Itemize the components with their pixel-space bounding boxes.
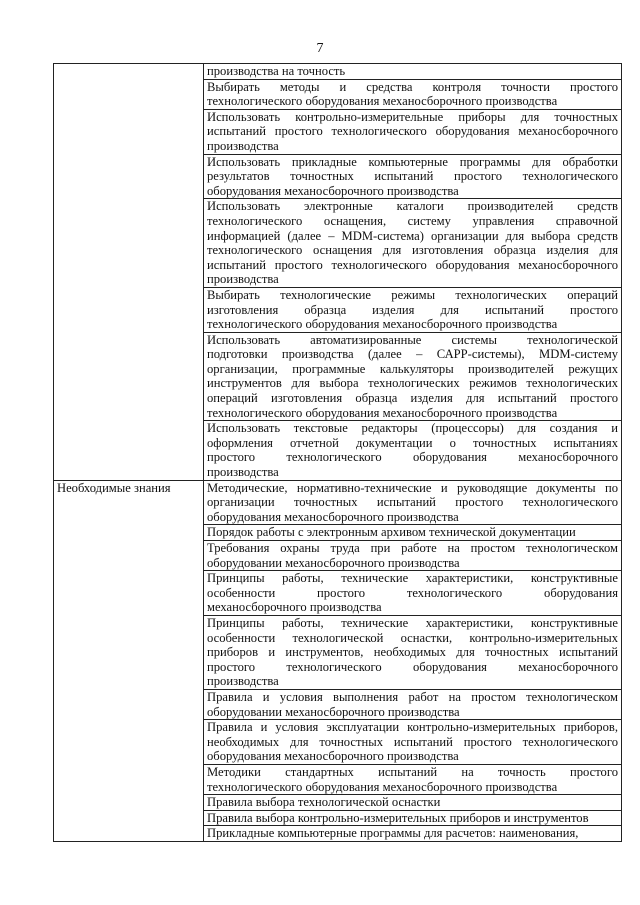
requirement-line: Выбирать методы и средства контроля точности простого xyxy=(207,79,618,94)
requirement-line: Правила и условия выполнения работ на простом технологическом xyxy=(207,689,618,704)
requirement-line: испытаний простого технологического оборудования механосборочного xyxy=(207,257,618,272)
requirements-table xyxy=(53,63,622,842)
requirement-line: приборов и инструментов, необходимых для точностных испытаний xyxy=(207,645,618,660)
requirement-cell xyxy=(204,541,622,571)
requirement-line: механосборочного производства xyxy=(207,600,382,615)
requirement-cell xyxy=(204,64,622,80)
page-number: 7 xyxy=(316,41,324,56)
requirement-line: простого технологического оборудования механосборочного xyxy=(207,659,618,674)
table-row xyxy=(54,64,622,80)
requirement-line: Методические, нормативно-технические и руководящие документы по xyxy=(207,480,618,495)
requirement-line: испытаний простого технологического оборудования механосборочного xyxy=(207,124,618,139)
table-row xyxy=(54,480,622,525)
requirement-cell xyxy=(204,826,622,842)
requirement-line: простого технологического оборудования механосборочного xyxy=(207,450,618,465)
requirement-cell xyxy=(204,480,622,525)
requirement-line: Использовать текстовые редакторы (процессоры) для создания и xyxy=(207,421,618,436)
requirement-line: технологического оснащения для изготовления образца изделия для xyxy=(207,243,618,258)
requirement-cell xyxy=(204,615,622,689)
requirements-table-body xyxy=(54,64,622,842)
requirement-line: Требования охраны труда при работе на простом технологическом xyxy=(207,541,618,555)
requirement-line: операций изготовления образца изделия для испытаний простого xyxy=(207,391,618,406)
requirement-line: Правила выбора технологической оснастки xyxy=(207,795,441,810)
requirement-line: оборудования механосборочного производства xyxy=(207,509,459,524)
requirement-line: производства xyxy=(207,272,279,287)
requirement-line: подготовки производства (далее – САРР-системы), MDM-систему xyxy=(207,347,618,362)
requirement-line: технологического оборудования механосборочного производства xyxy=(207,94,558,109)
requirement-cell xyxy=(204,571,622,616)
requirement-line: оформления отчетной документации о точностных испытаниях xyxy=(207,435,618,450)
requirement-line: результатов точностных испытаний простого технологического xyxy=(207,169,618,184)
requirement-cell xyxy=(204,109,622,154)
requirement-line: оборудовании механосборочного производства xyxy=(207,555,460,570)
requirement-line: Использовать прикладные компьютерные программы для обработки xyxy=(207,154,618,169)
requirement-line: Методики стандартных испытаний на точность простого xyxy=(207,764,618,779)
requirement-line: Принципы работы, технические характеристики, конструктивные xyxy=(207,615,618,630)
requirement-line: оборудовании механосборочного производства xyxy=(207,704,460,719)
requirement-cell xyxy=(204,79,622,109)
requirement-line: Порядок работы с электронным архивом технической документации xyxy=(207,525,576,540)
requirement-line: оборудования механосборочного производства xyxy=(207,749,459,764)
requirement-line: Использовать контрольно-измерительные приборы для точностных xyxy=(207,109,618,124)
requirement-cell xyxy=(204,764,622,794)
requirement-line: Использовать электронные каталоги производителей средств xyxy=(207,199,618,214)
requirement-line: организации, программные калькуляторы производителей режущих xyxy=(207,361,618,376)
section-label: Необходимые знания xyxy=(54,480,204,841)
requirement-cell xyxy=(204,154,622,199)
requirement-line: технологического оборудования механосборочного производства xyxy=(207,779,558,794)
requirement-line: производства xyxy=(207,465,279,480)
requirement-line: производства xyxy=(207,138,279,153)
requirement-line: изготовления образца изделия для испытаний простого xyxy=(207,302,618,317)
requirement-line: особенности технологической оснастки, контрольно-измерительных xyxy=(207,630,618,645)
requirement-line: технологического оборудования механосборочного производства xyxy=(207,317,558,332)
requirement-cell xyxy=(204,720,622,765)
requirement-cell xyxy=(204,199,622,288)
requirement-cell xyxy=(204,287,622,332)
requirement-line: необходимых для точностных испытаний простого технологического xyxy=(207,734,618,749)
requirement-line: инструментов для выбора технологических режимов технологических xyxy=(207,376,618,391)
requirement-cell xyxy=(204,332,622,421)
requirement-line: Правила и условия эксплуатации контрольно-измерительных приборов, xyxy=(207,720,618,735)
requirement-cell xyxy=(204,421,622,480)
requirement-line: Использовать автоматизированные системы технологической xyxy=(207,332,618,347)
requirement-line: технологического оснащения, систему управления справочной xyxy=(207,213,618,228)
section-label xyxy=(54,64,204,481)
requirement-line: Правила выбора контрольно-измерительных приборов и инструментов xyxy=(207,810,589,825)
requirement-line: производства на точность xyxy=(207,64,346,78)
requirement-line: Выбирать технологические режимы технологических операций xyxy=(207,287,618,302)
requirement-cell xyxy=(204,525,622,541)
requirement-line: информацией (далее – MDM-система) организации для выбора средств xyxy=(207,228,618,243)
requirement-cell xyxy=(204,795,622,811)
requirement-line: особенности простого технологического оборудования xyxy=(207,585,618,600)
requirement-cell xyxy=(204,810,622,826)
requirement-line: Принципы работы, технические характеристики, конструктивные xyxy=(207,571,618,586)
requirement-line: технологического оборудования механосборочного производства xyxy=(207,405,558,420)
requirement-cell xyxy=(204,689,622,719)
requirement-line: Прикладные компьютерные программы для расчетов: наименования, xyxy=(207,826,579,841)
requirement-line: производства xyxy=(207,674,279,689)
requirement-line: оборудования механосборочного производства xyxy=(207,183,459,198)
requirement-line: организации точностных испытаний простого технологического xyxy=(207,495,618,510)
